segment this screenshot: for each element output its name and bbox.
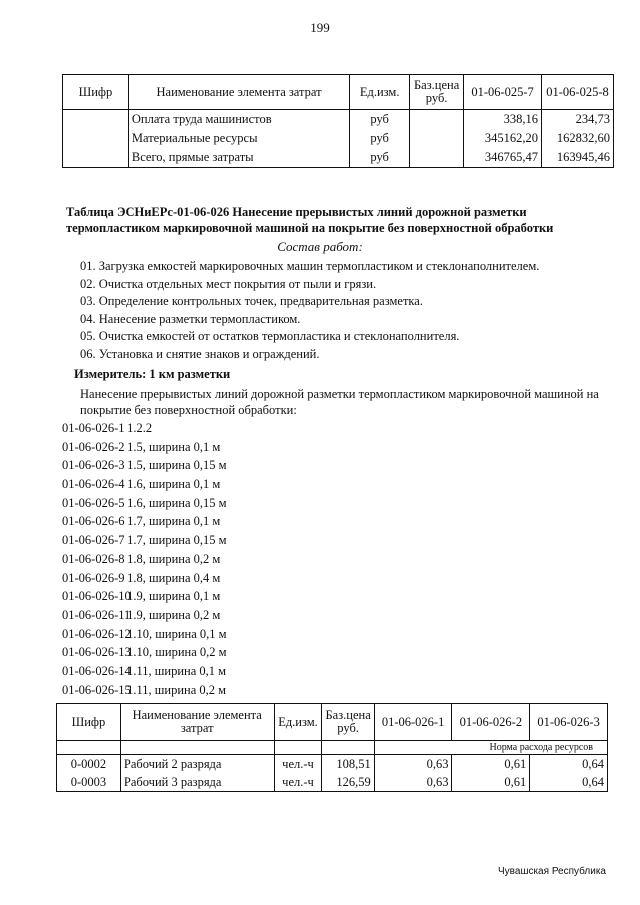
item-code: 01-06-026-12 [62,626,131,641]
item-desc: 1.6, ширина 0,1 м [127,477,221,492]
cell-value-2: 0,61 [452,755,530,774]
table-row [63,129,614,148]
list-item [62,662,227,681]
item-code: 01-06-026-13 [62,645,131,660]
list-item: 03. Определение контрольных точек, предварительная разметка. [80,294,423,309]
item-desc: 1.10, ширина 0,1 м [127,626,227,641]
cell-value-1: 345162,20 [464,129,542,148]
table-header-row [63,75,614,110]
item-code: 01-06-026-2 [62,439,125,454]
item-code: 01-06-026-6 [62,514,125,529]
cell-name: Оплата труда машинистов [128,110,349,130]
cell-code [63,148,129,168]
cell-price: 126,59 [322,773,374,792]
list-item [62,512,227,531]
item-desc: 1.8, ширина 0,2 м [127,551,221,566]
norm-row [57,741,608,755]
header-code: Шифр [63,75,129,110]
list-item [62,419,227,438]
item-code: 01-06-026-7 [62,533,125,548]
description: Нанесение прерывистых линий дорожной разметки термопластиком маркировочной машиной на покрытие без поверхностной обработки: [80,387,599,417]
list-item [62,550,227,569]
cell-unit: чел.-ч [274,773,322,792]
item-code: 01-06-026-10 [62,589,131,604]
item-code: 01-06-026-15 [62,682,131,697]
work-list [80,258,539,364]
item-code: 01-06-026-11 [62,607,131,622]
list-item [62,643,227,662]
cell-value-2: 234,73 [542,110,614,130]
item-desc: 1.10, ширина 0,2 м [127,645,227,660]
list-item: 02. Очистка отдельных мест покрытия от пыли и грязи. [80,276,377,291]
item-desc: 1.11, ширина 0,1 м [127,663,227,678]
item-desc: 1.7, ширина 0,15 м [127,533,227,548]
header-name: Наименование элемента затрат [128,75,349,110]
table-title: Таблица ЭСНиЕРс-01-06-026 Нанесение прерывистых линий дорожной разметки термопластиком маркировочной машиной на покрытие без поверхностной обработки [66,205,554,235]
item-desc: 1.11, ширина 0,2 м [127,682,227,697]
cell-unit: руб [350,129,410,148]
list-item: 04. Нанесение разметки термопластиком. [80,311,301,326]
code-list [62,419,227,699]
cell-unit: чел.-ч [274,755,322,774]
header-price: Баз.цена руб. [322,704,374,741]
list-item: 01. Загрузка емкостей маркировочных машин термопластиком и стеклонаполнителем. [80,259,540,273]
list-item [62,681,227,700]
resource-norm-table [56,703,608,792]
cell-value-3: 0,64 [530,773,608,792]
cell-name: Всего, прямые затраты [128,148,349,168]
footer-region: Чувашская Республика [498,866,606,877]
table-row [63,110,614,130]
top-cost-table [62,74,614,168]
header-unit: Ед.изм. [350,75,410,110]
cell-value-2: 0,61 [452,773,530,792]
header-col-2: 01-06-025-8 [542,75,614,110]
cell-price [410,148,464,168]
cell-price: 108,51 [322,755,374,774]
list-item [62,456,227,475]
norm-label: Норма расхода ресурсов [374,741,607,755]
cell-code: 0-0002 [57,755,121,774]
header-col-3: 01-06-026-3 [530,704,608,741]
list-item [62,625,227,644]
list-item [62,438,227,457]
page-number: 199 [310,20,330,35]
cell-price [410,129,464,148]
cell-value-2: 163945,46 [542,148,614,168]
header-col-2: 01-06-026-2 [452,704,530,741]
cell-name: Материальные ресурсы [128,129,349,148]
cell-code [63,110,129,130]
item-code: 01-06-026-5 [62,495,125,510]
list-item [62,569,227,588]
list-item: 05. Очистка емкостей от остатков термопластика и стеклонаполнителя. [80,329,460,344]
table-row [57,755,608,774]
item-code: 01-06-026-9 [62,570,125,585]
cell-value-3: 0,64 [530,755,608,774]
item-desc: 1.2.2 [127,421,153,435]
work-composition-heading: Состав работ: [277,239,363,254]
cell-value-1: 338,16 [464,110,542,130]
table-row [57,773,608,792]
header-col-1: 01-06-025-7 [464,75,542,110]
cell-price [410,110,464,130]
item-desc: 1.9, ширина 0,1 м [127,589,221,604]
item-code: 01-06-026-3 [62,458,125,473]
item-desc: 1.7, ширина 0,1 м [127,514,221,529]
item-code: 01-06-026-1 [62,421,125,435]
cell-unit: руб [350,110,410,130]
cell-value-1: 0,63 [374,773,452,792]
cell-value-2: 162832,60 [542,129,614,148]
list-item [62,494,227,513]
item-code: 01-06-026-8 [62,551,125,566]
list-item [62,606,227,625]
meter-label: Измеритель: 1 км разметки [74,367,231,381]
cell-value-1: 346765,47 [464,148,542,168]
table-row [63,148,614,168]
header-code: Шифр [57,704,121,741]
item-desc: 1.5, ширина 0,15 м [127,458,227,473]
item-code: 01-06-026-14 [62,663,131,678]
header-col-1: 01-06-026-1 [374,704,452,741]
item-desc: 1.8, ширина 0,4 м [127,570,221,585]
list-item: 06. Установка и снятие знаков и ограждений. [80,346,320,361]
list-item [62,531,227,550]
item-code: 01-06-026-4 [62,477,125,492]
cell-code [63,129,129,148]
cell-value-1: 0,63 [374,755,452,774]
item-desc: 1.6, ширина 0,15 м [127,495,227,510]
header-price: Баз.цена руб. [410,75,464,110]
cell-name: Рабочий 2 разряда [120,755,274,774]
table-header-row [57,704,608,741]
list-item [62,587,227,606]
header-name: Наименование элемента затрат [120,704,274,741]
item-desc: 1.9, ширина 0,2 м [127,607,221,622]
item-desc: 1.5, ширина 0,1 м [127,439,221,454]
cell-unit: руб [350,148,410,168]
header-unit: Ед.изм. [274,704,322,741]
cell-code: 0-0003 [57,773,121,792]
list-item [62,475,227,494]
cell-name: Рабочий 3 разряда [120,773,274,792]
